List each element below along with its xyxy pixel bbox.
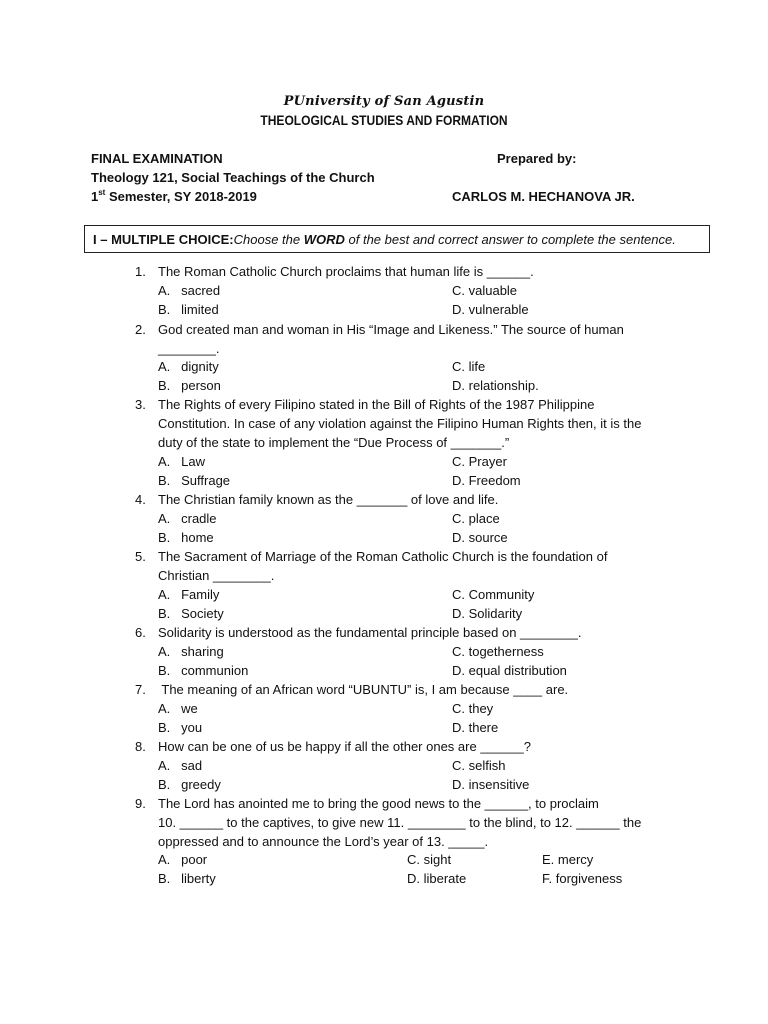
answer-choice: D. insensitive	[452, 777, 530, 792]
section-label: I – MULTIPLE CHOICE:	[93, 232, 234, 247]
question-number: 9.	[135, 796, 146, 811]
answer-choice: D. vulnerable	[452, 302, 529, 317]
answer-choice: C. Community	[452, 587, 535, 602]
exam-title: FINAL EXAMINATION	[91, 151, 223, 166]
question-text: Solidarity is understood as the fundamental principle based on ________.	[158, 625, 582, 640]
answer-choice: D. Freedom	[452, 473, 521, 488]
question-number: 1.	[135, 264, 146, 279]
answer-choice: A. sad	[158, 758, 203, 773]
answer-choice: C. life	[452, 359, 486, 374]
question-number: 4.	[135, 492, 146, 507]
answer-choice: A. sacred	[158, 283, 221, 298]
question-text: The Christian family known as the _______ of love and life.	[158, 492, 499, 507]
question-number: 5.	[135, 549, 146, 564]
answer-choice: C. valuable	[452, 283, 518, 298]
question-text: Constitution. In case of any violation against the Filipino Human Rights then, it is the	[158, 416, 642, 431]
answer-choice: E. mercy	[542, 852, 594, 867]
question-number: 6.	[135, 625, 146, 640]
answer-choice: B. communion	[158, 663, 249, 678]
university-name: PUniversity of San Agustin	[283, 94, 485, 109]
semester-suffix: st	[98, 188, 106, 197]
answer-choice: F. forgiveness	[542, 871, 623, 886]
answer-choice: A. dignity	[158, 359, 219, 374]
semester-text: Semester, SY 2018-2019	[105, 189, 257, 204]
department-name: THEOLOGICAL STUDIES AND FORMATION	[260, 112, 508, 128]
section-header-box	[84, 225, 710, 253]
question-text: The Lord has anointed me to bring the good news to the ______, to proclaim	[158, 796, 599, 811]
question-text: duty of the state to implement the “Due Process of _______.”	[158, 435, 510, 450]
prepared-by-label: Prepared by:	[497, 151, 577, 166]
question-text: ________.	[158, 341, 220, 356]
question-text: The Roman Catholic Church proclaims that human life is ______.	[158, 264, 534, 279]
answer-choice: C. selfish	[452, 758, 506, 773]
answer-choice: B. Society	[158, 606, 224, 621]
answer-choice: D. relationship.	[452, 378, 539, 393]
course-title: Theology 121, Social Teachings of the Church	[91, 170, 375, 185]
answer-choice: D. equal distribution	[452, 663, 567, 678]
answer-choice: D. liberate	[407, 871, 467, 886]
answer-choice: D. source	[452, 530, 508, 545]
answer-choice: A. cradle	[158, 511, 217, 526]
question-number: 7.	[135, 682, 146, 697]
answer-choice: D. Solidarity	[452, 606, 523, 621]
question-text: Christian ________.	[158, 568, 275, 583]
question-text: God created man and woman in His “Image and Likeness.” The source of human	[158, 322, 624, 337]
question-text: The Rights of every Filipino stated in the Bill of Rights of the 1987 Philippine	[158, 397, 595, 412]
answer-choice: D. there	[452, 720, 499, 735]
answer-choice: A. poor	[158, 852, 208, 867]
answer-choice: B. liberty	[158, 871, 216, 886]
answer-choice: C. togetherness	[452, 644, 544, 659]
section-instruction	[93, 232, 676, 247]
answer-choice: A. sharing	[158, 644, 224, 659]
question-text: The Sacrament of Marriage of the Roman Catholic Church is the foundation of	[158, 549, 608, 564]
question-number: 8.	[135, 739, 146, 754]
answer-choice: A. Family	[158, 587, 220, 602]
question-number: 2.	[135, 322, 146, 337]
answer-choice: B. home	[158, 530, 214, 545]
question-text: How can be one of us be happy if all the other ones are ______?	[158, 739, 531, 754]
question-number: 3.	[135, 397, 146, 412]
instruction-part-1: Choose the	[233, 232, 304, 247]
semester-line	[91, 189, 257, 204]
answer-choice: B. person	[158, 378, 221, 393]
answer-choice: C. they	[452, 701, 494, 716]
answer-choice: B. you	[158, 720, 203, 735]
instruction-part-2: of the best and correct answer to complete the sentence.	[344, 232, 676, 247]
semester-number: 1	[91, 189, 99, 204]
answer-choice: C. sight	[407, 852, 452, 867]
answer-choice: C. Prayer	[452, 454, 507, 469]
answer-choice: A. we	[158, 701, 198, 716]
instruction-emphasis: WORD	[303, 232, 345, 247]
answer-choice: C. place	[452, 511, 500, 526]
question-text: oppressed and to announce the Lord’s year of 13. _____.	[158, 834, 489, 849]
answer-choice: B. greedy	[158, 777, 221, 792]
question-text: The meaning of an African word “UBUNTU” is, I am because ____ are.	[158, 682, 569, 697]
answer-choice: B. Suffrage	[158, 473, 231, 488]
author-name: CARLOS M. HECHANOVA JR.	[452, 189, 635, 204]
answer-choice: A. Law	[158, 454, 205, 469]
answer-choice: B. limited	[158, 302, 219, 317]
question-text: 10. ______ to the captives, to give new 11. ________ to the blind, to 12. ______ the	[158, 815, 642, 830]
